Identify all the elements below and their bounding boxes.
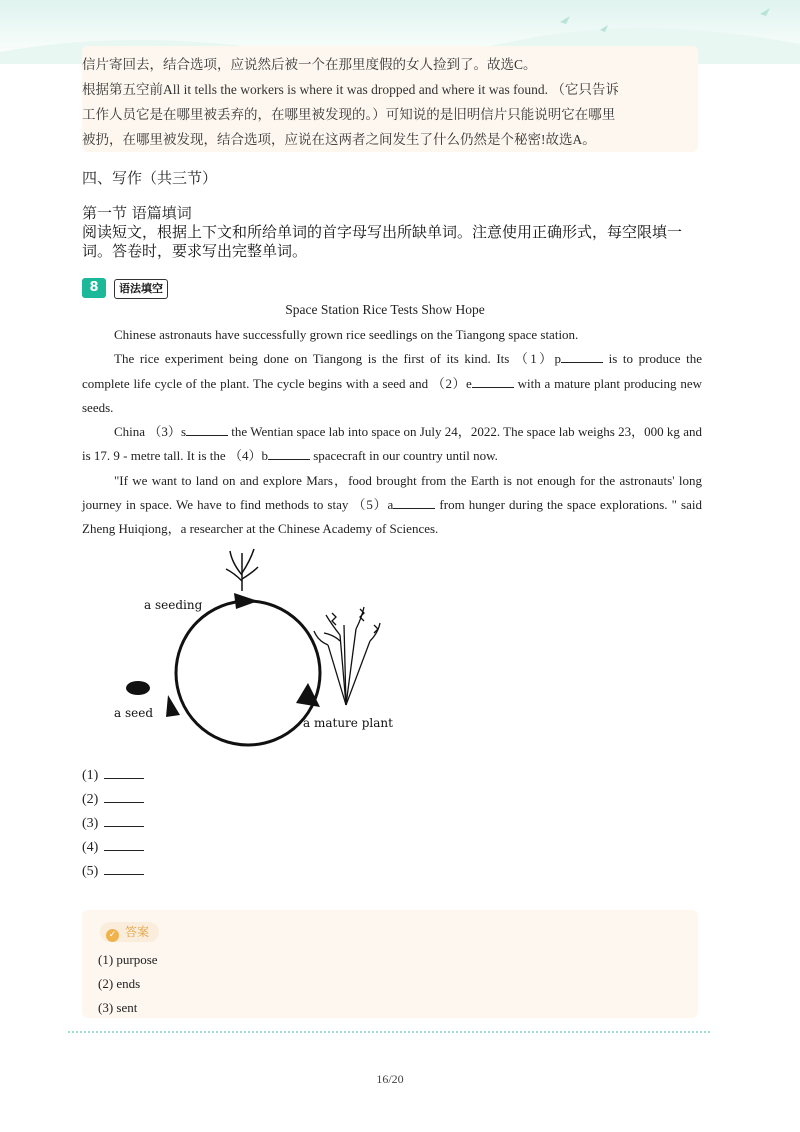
answer-line-label: (4) — [82, 840, 99, 855]
answer-line — [82, 812, 144, 836]
answer-tag[interactable] — [100, 922, 159, 942]
blank-3[interactable] — [186, 421, 228, 436]
label-seed: a seed — [114, 706, 154, 720]
arrow-head-top — [234, 593, 258, 609]
explanation-line: 工作人员它是在哪里被丢弃的，在哪里被发现的。）可知说的是旧明信片只能说明它在哪里 — [82, 107, 616, 122]
answer-list — [98, 948, 158, 1020]
blank-5[interactable] — [393, 494, 435, 509]
answer-line — [82, 764, 144, 788]
subsection-title: 第一节 语篇填词 — [82, 204, 192, 222]
answer-item: (2) ends — [98, 976, 141, 991]
divider — [68, 1031, 710, 1033]
passage-text: the Wentian space lab into space on July 24，2022. The space lab weighs 23，000 kg and is 17. 9 ‐ metre tall. It is the （4）b — [82, 424, 702, 464]
answer-blank[interactable] — [104, 836, 144, 851]
passage-text: is to produce the complete life cycle of the plant. The cycle begins with a seed and （2）e — [82, 351, 702, 391]
answer-blank[interactable] — [104, 812, 144, 827]
arrow-head-left — [166, 695, 180, 717]
passage-text: China （3）s — [114, 424, 187, 440]
answer-line-label: (1) — [82, 768, 99, 783]
explanation-line: 信片寄回去，结合选项，应说然后被一个在那里度假的女人捡到了。故选C。 — [82, 57, 537, 72]
passage-text: with a mature plant producing new seeds. — [82, 375, 702, 415]
explanation-box — [82, 46, 698, 152]
passage-text: The rice experiment being done on Tiangong is the first of its kind. Its （1）p — [114, 351, 562, 367]
answer-blank[interactable] — [104, 764, 144, 779]
cycle-circle — [176, 601, 320, 745]
passage-text: spacecraft in our country until now. — [309, 448, 498, 464]
explanation-line: 根据第五空前All it tells the workers is where it was dropped and where it was found. （它只告诉 — [82, 82, 619, 97]
passage-title: Space Station Rice Tests Show Hope — [285, 302, 485, 317]
passage-text: from hunger during the space explorations. " said Zheng Huiqiong，a researcher at the Chinese Academy of Sciences. — [82, 497, 702, 537]
answer-tag-label: 答案 — [125, 925, 150, 939]
seedling-icon — [226, 549, 258, 591]
answer-item: (1) purpose — [98, 952, 158, 967]
answer-line-label: (5) — [82, 864, 99, 879]
question-type-label: 语法填空 — [114, 279, 168, 299]
answer-item: (3) sent — [98, 1000, 138, 1015]
passage-paragraph: Chinese astronauts have successfully grown rice seedlings on the Tiangong space station. — [114, 327, 579, 342]
label-mature-plant: a mature plant — [303, 716, 393, 730]
answer-line — [82, 860, 144, 884]
passage-paragraph — [82, 347, 702, 420]
question-number-badge: 8 — [82, 278, 106, 298]
answer-line-label: (2) — [82, 792, 99, 807]
passage-text: "If we want to land on and explore Mars，food brought from the Earth is not enough for the astronauts' long journey in space. We have to find methods to stay （5）a — [82, 472, 702, 513]
mature-plant-icon — [314, 607, 380, 705]
instruction-text: 阅读短文，根据上下文和所给单词的首字母写出所缺单词。注意使用正确形式，每空限填一词。答卷时，要求写出完整单词。 — [82, 223, 683, 260]
blank-1[interactable] — [561, 348, 603, 363]
check-icon: ✓ — [106, 929, 119, 942]
passage-body — [82, 323, 702, 542]
seed-icon — [126, 681, 150, 695]
answer-lines — [82, 764, 144, 884]
passage-paragraph — [82, 469, 702, 542]
blank-4[interactable] — [268, 445, 310, 460]
passage-paragraph — [82, 420, 702, 469]
section-title: 四、写作（共三节） — [82, 169, 218, 187]
rice-life-cycle-diagram — [108, 545, 408, 755]
label-seeding: a seeding — [144, 598, 203, 612]
answer-box — [82, 910, 698, 1018]
page-number: 16/20 — [376, 1072, 404, 1086]
answer-blank[interactable] — [104, 788, 144, 803]
blank-2[interactable] — [472, 373, 514, 388]
explanation-line: 被扔，在哪里被发现，结合选项，应说在这两者之间发生了什么仍然是个秘密!故选A。 — [82, 132, 596, 147]
answer-line-label: (3) — [82, 816, 99, 831]
answer-line — [82, 836, 144, 860]
answer-line — [82, 788, 144, 812]
answer-blank[interactable] — [104, 860, 144, 875]
